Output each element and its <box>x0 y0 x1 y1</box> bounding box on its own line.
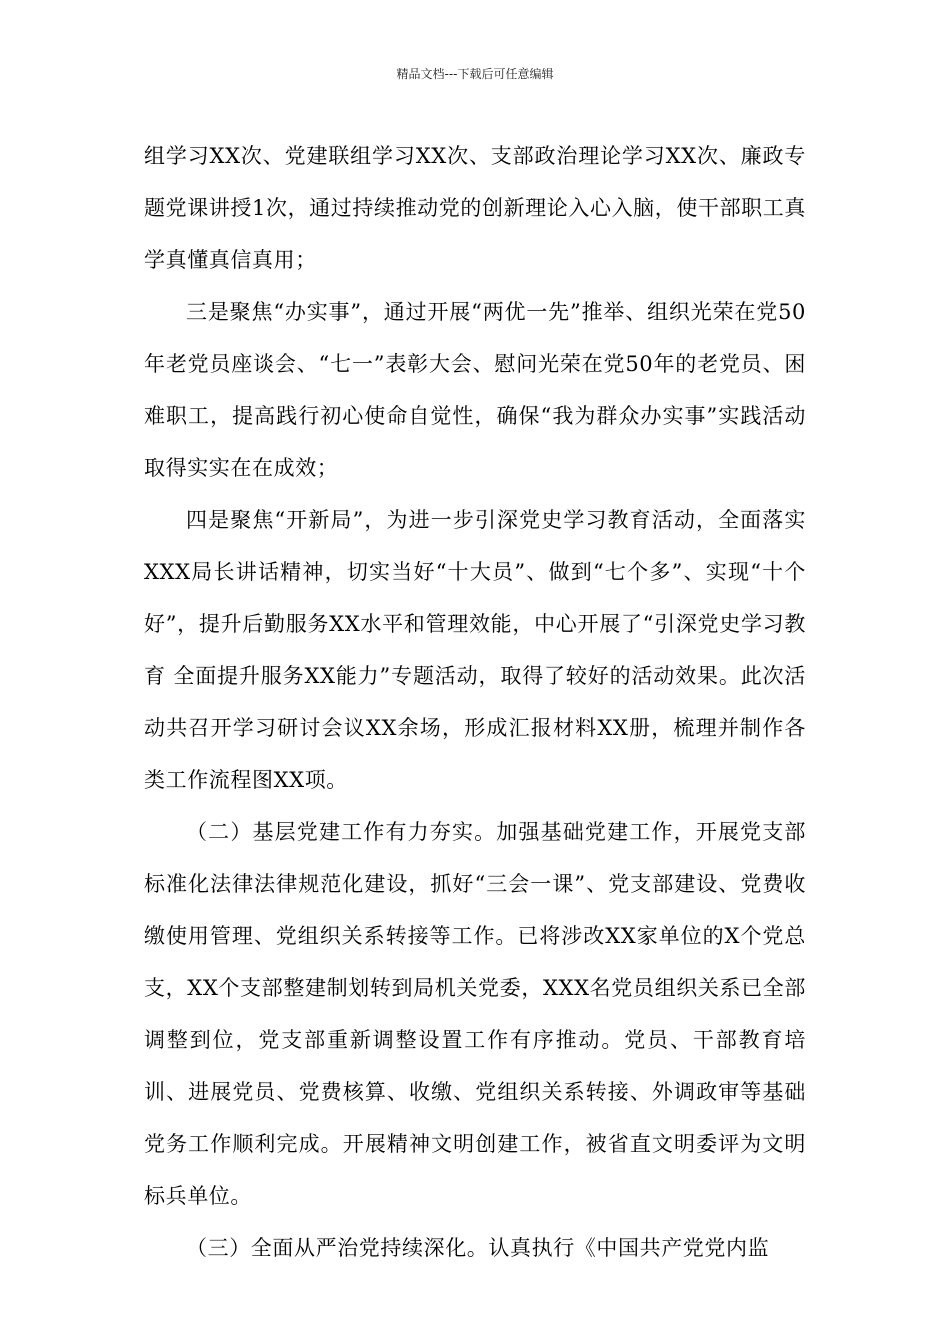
paragraph-section-two: （二）基层党建工作有力夯实。加强基础党建工作，开展党支部标准化法律法律规范化建设，抓好“三会一课”、党支部建设、党费收缴使用管理、党组织关系转接等工作。已将涉改XX家单位的X个党总支，XX个支部整建制划转到局机关党委，XXX名党员组织关系已全部调整到位，党支部重新调整设置工作有序推动。党员、干部教育培训、进展党员、党费核算、收缴、党组织关系转接、外调政审等基础党务工作顺利完成。开展精神文明创建工作，被省直文明委评为文明标兵单位。 <box>144 820 806 1208</box>
document-body <box>144 130 806 1274</box>
paragraph-section-three: （三）全面从严治党持续深化。认真执行《中国共产党党内监 <box>186 1236 770 1260</box>
paragraph-continuation: 组学习XX次、党建联组学习XX次、支部政治理论学习XX次、廉政专题党课讲授1次，通过持续推动党的创新理论入心入脑，使干部职工真学真懂真信真用； <box>144 144 806 272</box>
page-header: 精品文档---下载后可任意编辑 <box>396 67 554 81</box>
paragraph-point-three: 三是聚焦“办实事”，通过开展“两优一先”推举、组织光荣在党50年老党员座谈会、“七一”表彰大会、慰问光荣在党50年的老党员、困难职工，提高践行初心使命自觉性，确保“我为群众办实事”实践活动取得实实在在成效； <box>144 300 806 480</box>
paragraph-point-four: 四是聚焦“开新局”，为进一步引深党史学习教育活动，全面落实XXX局长讲话精神，切实当好“十大员”、做到“七个多”、实现“十个好”，提升后勤服务XX水平和管理效能，中心开展了“引深党史学习教育 全面提升服务XX能力”专题活动，取得了较好的活动效果。此次活动共召开学习研讨会议XX余场，形成汇报材料XX册，梳理并制作各类工作流程图XX项。 <box>144 508 806 792</box>
